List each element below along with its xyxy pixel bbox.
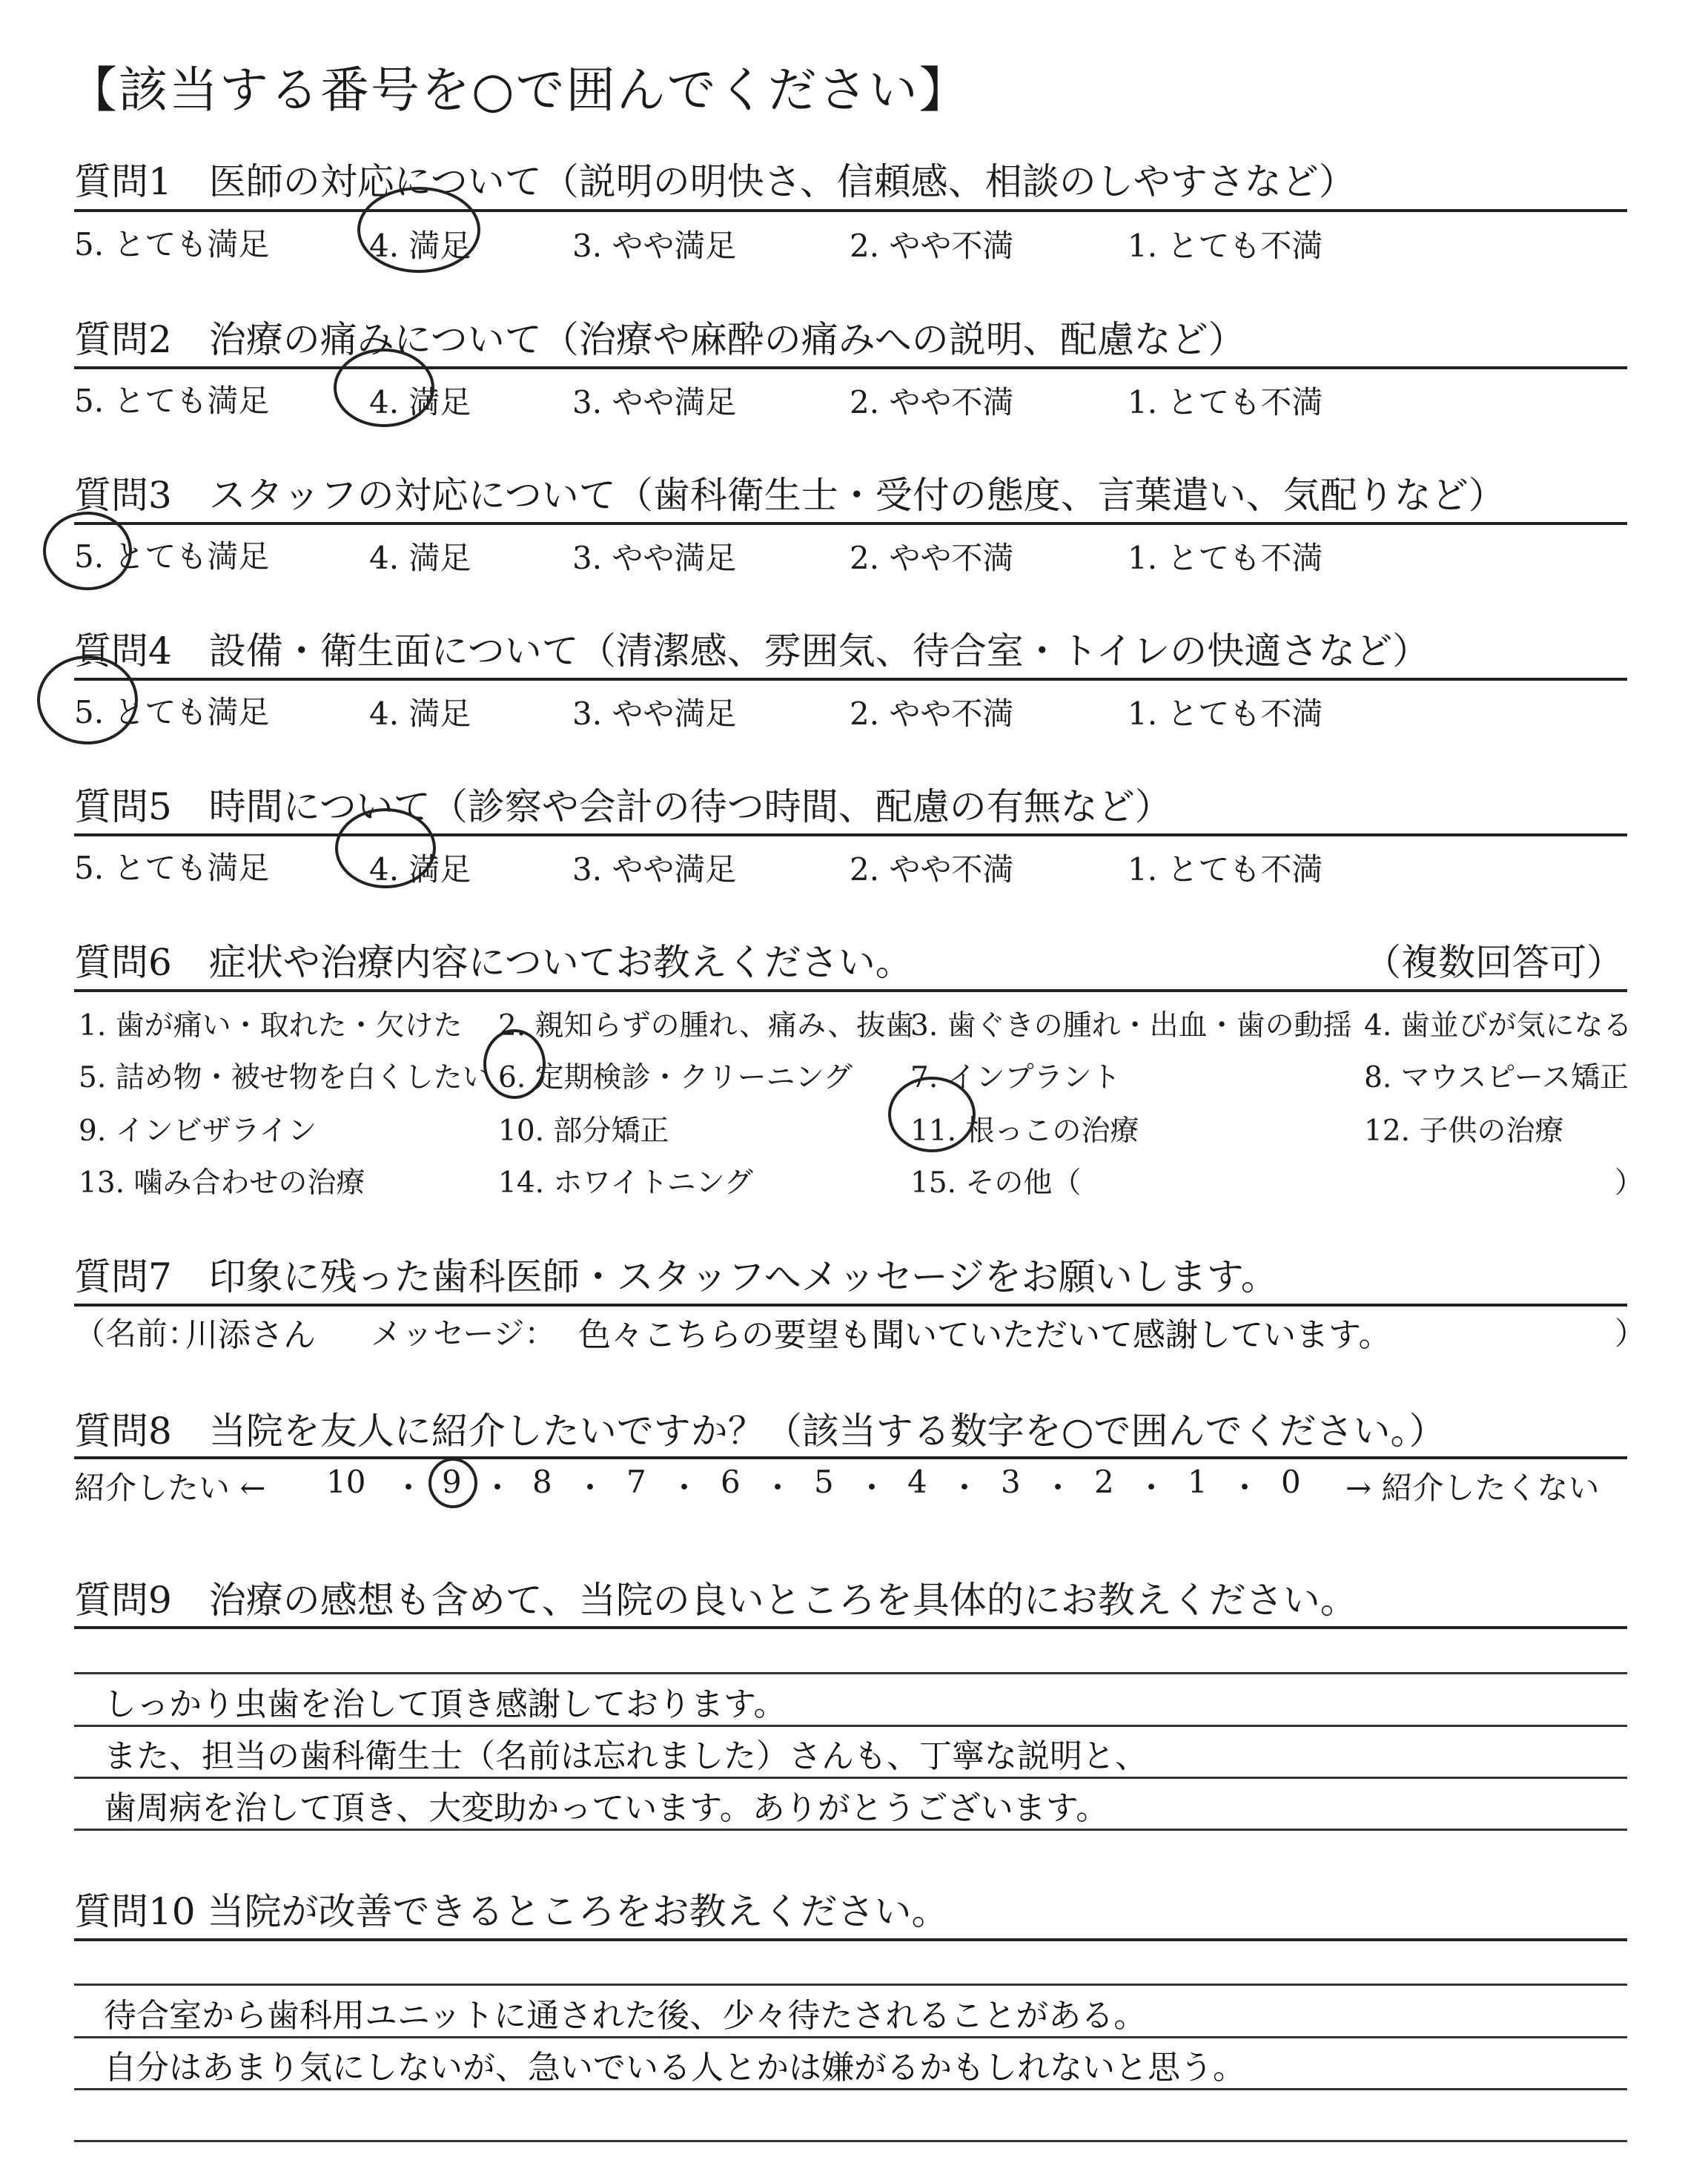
q9-rule — [74, 1626, 1627, 1629]
q6-item-3[interactable]: 3. 歯ぐきの腫れ・出血・歯の動揺 — [910, 1009, 1352, 1043]
q8-dot: ・ — [393, 1470, 425, 1506]
q4-option-5[interactable]: 5. とても満足 — [74, 694, 270, 730]
q8-dot: ・ — [949, 1470, 981, 1506]
q2-option-1[interactable]: 1. とても不満 — [1128, 384, 1323, 420]
q8-scale-10[interactable]: 10 — [326, 1464, 366, 1500]
q5-title: 質問5 時間について（診察や会計の待つ時間、配慮の有無など） — [74, 785, 1172, 828]
q1-option-4[interactable]: 4. 満足 — [369, 228, 471, 264]
q6-item-2[interactable]: 2. 親知らずの腫れ、痛み、抜歯 — [498, 1009, 915, 1043]
q9-writing-line — [74, 1777, 1627, 1779]
q8-dot: ・ — [1136, 1470, 1168, 1506]
q3-option-5[interactable]: 5. とても満足 — [74, 538, 270, 575]
q8-scale-7[interactable]: 7 — [626, 1464, 646, 1500]
q10-title: 質問10 当院が改善できるところをお教えください。 — [74, 1890, 949, 1933]
q1-title: 質問1 医師の対応について（説明の明快さ、信頼感、相談のしやすさなど） — [74, 160, 1356, 203]
q1-rule — [74, 209, 1627, 212]
q8-scale-2[interactable]: 2 — [1094, 1464, 1114, 1500]
q6-item-15[interactable]: 15. その他（ — [910, 1166, 1082, 1200]
q10-answer-line-2[interactable]: 自分はあまり気にしないが、急いでいる人とかは嫌がるかもしれないと思う。 — [104, 2049, 1245, 2087]
q8-rule — [74, 1456, 1627, 1459]
q5-option-1[interactable]: 1. とても不満 — [1128, 851, 1323, 888]
q6-item-8[interactable]: 8. マウスピース矯正 — [1364, 1061, 1629, 1094]
q7-message-label: メッセージ： — [371, 1315, 556, 1352]
q10-rule — [74, 1938, 1627, 1941]
q8-selection-circle — [428, 1458, 477, 1508]
q8-scale-6[interactable]: 6 — [721, 1464, 741, 1500]
q2-option-2[interactable]: 2. やや不満 — [850, 384, 1014, 420]
q6-item-6[interactable]: 6. 定期検診・クリーニング — [498, 1061, 853, 1094]
q6-item-4[interactable]: 4. 歯並びが気になる — [1364, 1009, 1632, 1043]
q4-option-3[interactable]: 3. やや満足 — [572, 696, 737, 732]
q10-writing-line — [74, 2140, 1627, 2142]
q8-title: 質問8 当院を友人に紹介したいですか？（該当する数字を○で囲んでください。） — [74, 1410, 1446, 1453]
q2-option-3[interactable]: 3. やや満足 — [572, 384, 737, 420]
q8-dot: ・ — [1229, 1470, 1261, 1506]
q8-right-label: → 紹介したくない — [1345, 1470, 1600, 1506]
q7-rule — [74, 1304, 1627, 1307]
q8-dot: ・ — [482, 1470, 514, 1506]
q4-selection-circle — [37, 655, 138, 744]
q8-dot: ・ — [856, 1470, 888, 1506]
q1-option-2[interactable]: 2. やや不満 — [850, 228, 1014, 264]
q8-scale-5[interactable]: 5 — [814, 1464, 834, 1500]
q3-selection-circle — [43, 512, 132, 590]
q8-scale-8[interactable]: 8 — [532, 1464, 552, 1500]
q2-option-5[interactable]: 5. とても満足 — [74, 383, 270, 419]
q8-scale-4[interactable]: 4 — [907, 1464, 927, 1500]
q8-scale-3[interactable]: 3 — [1001, 1464, 1021, 1500]
q7-name-value[interactable]: 川添さん — [185, 1316, 316, 1354]
q7-name-label: （名前： — [74, 1315, 199, 1352]
q9-writing-line — [74, 1829, 1627, 1831]
q5-option-2[interactable]: 2. やや不満 — [850, 851, 1014, 888]
q7-title: 質問7 印象に残った歯科医師・スタッフへメッセージをお願いします。 — [74, 1255, 1278, 1298]
q8-scale-9[interactable]: 9 — [442, 1464, 462, 1500]
q2-title: 質問2 治療の痛みについて（治療や麻酔の痛みへの説明、配慮など） — [74, 318, 1245, 361]
q9-answer-line-2[interactable]: また、担当の歯科衛生士（名前は忘れました）さんも、丁寧な説明と、 — [104, 1737, 1148, 1775]
q5-rule — [74, 833, 1627, 836]
q3-option-3[interactable]: 3. やや満足 — [572, 540, 737, 576]
q10-answer-line-1[interactable]: 待合室から歯科用ユニットに通された後、少々待たされることがある。 — [104, 1997, 1147, 2035]
q4-option-4[interactable]: 4. 満足 — [369, 696, 471, 732]
q10-writing-line — [74, 1984, 1627, 1986]
q7-close-paren: ） — [1615, 1315, 1646, 1352]
q6-item-11[interactable]: 11. 根っこの治療 — [910, 1114, 1139, 1148]
q1-selection-circle — [357, 187, 480, 273]
q6-item-7[interactable]: 7. インプラント — [910, 1061, 1121, 1094]
q6-item-10[interactable]: 10. 部分矯正 — [498, 1114, 669, 1148]
q6-title: 質問6 症状や治療内容についてお教えください。 — [74, 941, 913, 984]
q2-rule — [74, 366, 1627, 369]
q6-selection-circle-6 — [483, 1029, 546, 1099]
q3-title: 質問3 スタッフの対応について（歯科衛生士・受付の態度、言葉遣い、気配りなど） — [74, 474, 1506, 517]
q9-answer-line-3[interactable]: 歯周病を治して頂き、大変助かっています。ありがとうございます。 — [104, 1789, 1109, 1827]
q6-item-14[interactable]: 14. ホワイトニング — [498, 1166, 753, 1200]
q7-message-value[interactable]: 色々こちらの要望も聞いていただいて感謝しています。 — [578, 1316, 1391, 1354]
q5-selection-circle — [335, 808, 436, 888]
q6-selection-circle-11 — [888, 1077, 976, 1152]
q3-option-2[interactable]: 2. やや不満 — [850, 540, 1014, 576]
q8-dot: ・ — [1042, 1470, 1074, 1506]
q8-scale-0[interactable]: 0 — [1281, 1464, 1301, 1500]
q4-title: 質問4 設備・衛生面について（清潔感、雰囲気、待合室・トイレの快適さなど） — [74, 630, 1430, 673]
q6-item-12[interactable]: 12. 子供の治療 — [1364, 1114, 1564, 1148]
q3-option-4[interactable]: 4. 満足 — [369, 540, 471, 576]
q1-option-3[interactable]: 3. やや満足 — [572, 228, 737, 264]
q4-option-2[interactable]: 2. やや不満 — [850, 696, 1014, 732]
q9-answer-line-1[interactable]: しっかり虫歯を治して頂き感謝しております。 — [104, 1685, 787, 1723]
q8-left-label: 紹介したい ← — [74, 1470, 266, 1506]
q1-option-1[interactable]: 1. とても不満 — [1128, 228, 1323, 264]
q6-note: （複数回答可） — [1364, 941, 1623, 984]
q6-item-15-close: ） — [1615, 1166, 1644, 1200]
q8-scale-1[interactable]: 1 — [1188, 1464, 1208, 1500]
q6-item-1[interactable]: 1. 歯が痛い・取れた・欠けた — [79, 1009, 463, 1043]
q4-rule — [74, 678, 1627, 681]
q6-item-5[interactable]: 5. 詰め物・被せ物を白くしたい — [79, 1061, 491, 1094]
q10-writing-line — [74, 2036, 1627, 2038]
q2-selection-circle — [334, 349, 434, 427]
q8-dot: ・ — [762, 1470, 794, 1506]
q10-writing-line — [74, 2088, 1627, 2090]
q9-writing-line — [74, 1672, 1627, 1674]
q6-item-9[interactable]: 9. インビザライン — [79, 1114, 317, 1148]
q5-option-5[interactable]: 5. とても満足 — [74, 850, 270, 886]
q6-item-13[interactable]: 13. 噛み合わせの治療 — [79, 1166, 365, 1200]
q4-option-1[interactable]: 1. とても不満 — [1128, 696, 1323, 732]
q3-rule — [74, 522, 1627, 525]
q3-option-1[interactable]: 1. とても不満 — [1128, 540, 1323, 576]
q5-option-3[interactable]: 3. やや満足 — [572, 851, 737, 888]
q2-option-4[interactable]: 4. 満足 — [369, 384, 471, 420]
q8-dot: ・ — [575, 1470, 606, 1506]
form-header: 【該当する番号を○で囲んでください】 — [68, 62, 970, 119]
q8-dot: ・ — [669, 1470, 701, 1506]
q1-option-5[interactable]: 5. とても満足 — [74, 226, 270, 262]
q9-writing-line — [74, 1725, 1627, 1727]
q6-rule — [74, 989, 1627, 992]
q5-option-4[interactable]: 4. 満足 — [369, 851, 471, 888]
q9-title: 質問9 治療の感想も含めて、当院の良いところを具体的にお教えください。 — [74, 1579, 1357, 1622]
